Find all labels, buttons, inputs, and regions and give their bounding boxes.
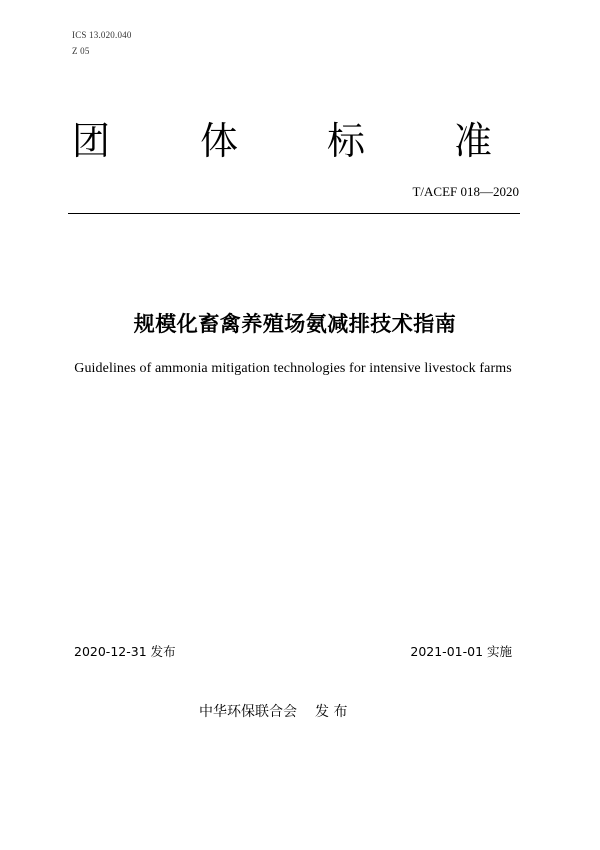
document-title-en: Guidelines of ammonia mitigation technologies for intensive livestock farms [74, 361, 512, 376]
publisher-name: 中华环保联合会 [199, 704, 297, 720]
header-rule [68, 213, 520, 214]
heading-char: 体 [200, 119, 239, 163]
publish-word: 发 布 [315, 704, 348, 720]
ics-code: ICS 13.020.040 [72, 30, 132, 40]
classification-code: Z 05 [72, 46, 90, 56]
standard-number: T/ACEF 018—2020 [412, 184, 519, 199]
publish-date: 2020-12-31 发布 [74, 644, 176, 659]
standard-type-heading [72, 118, 502, 168]
document-title-cn: 规模化畜禽养殖场氨减排技术指南 [133, 312, 457, 336]
heading-char: 准 [454, 119, 493, 163]
implement-date: 2021-01-01 实施 [410, 644, 512, 659]
publisher-line [199, 701, 347, 721]
heading-char: 标 [327, 119, 366, 163]
heading-char: 团 [72, 119, 111, 163]
